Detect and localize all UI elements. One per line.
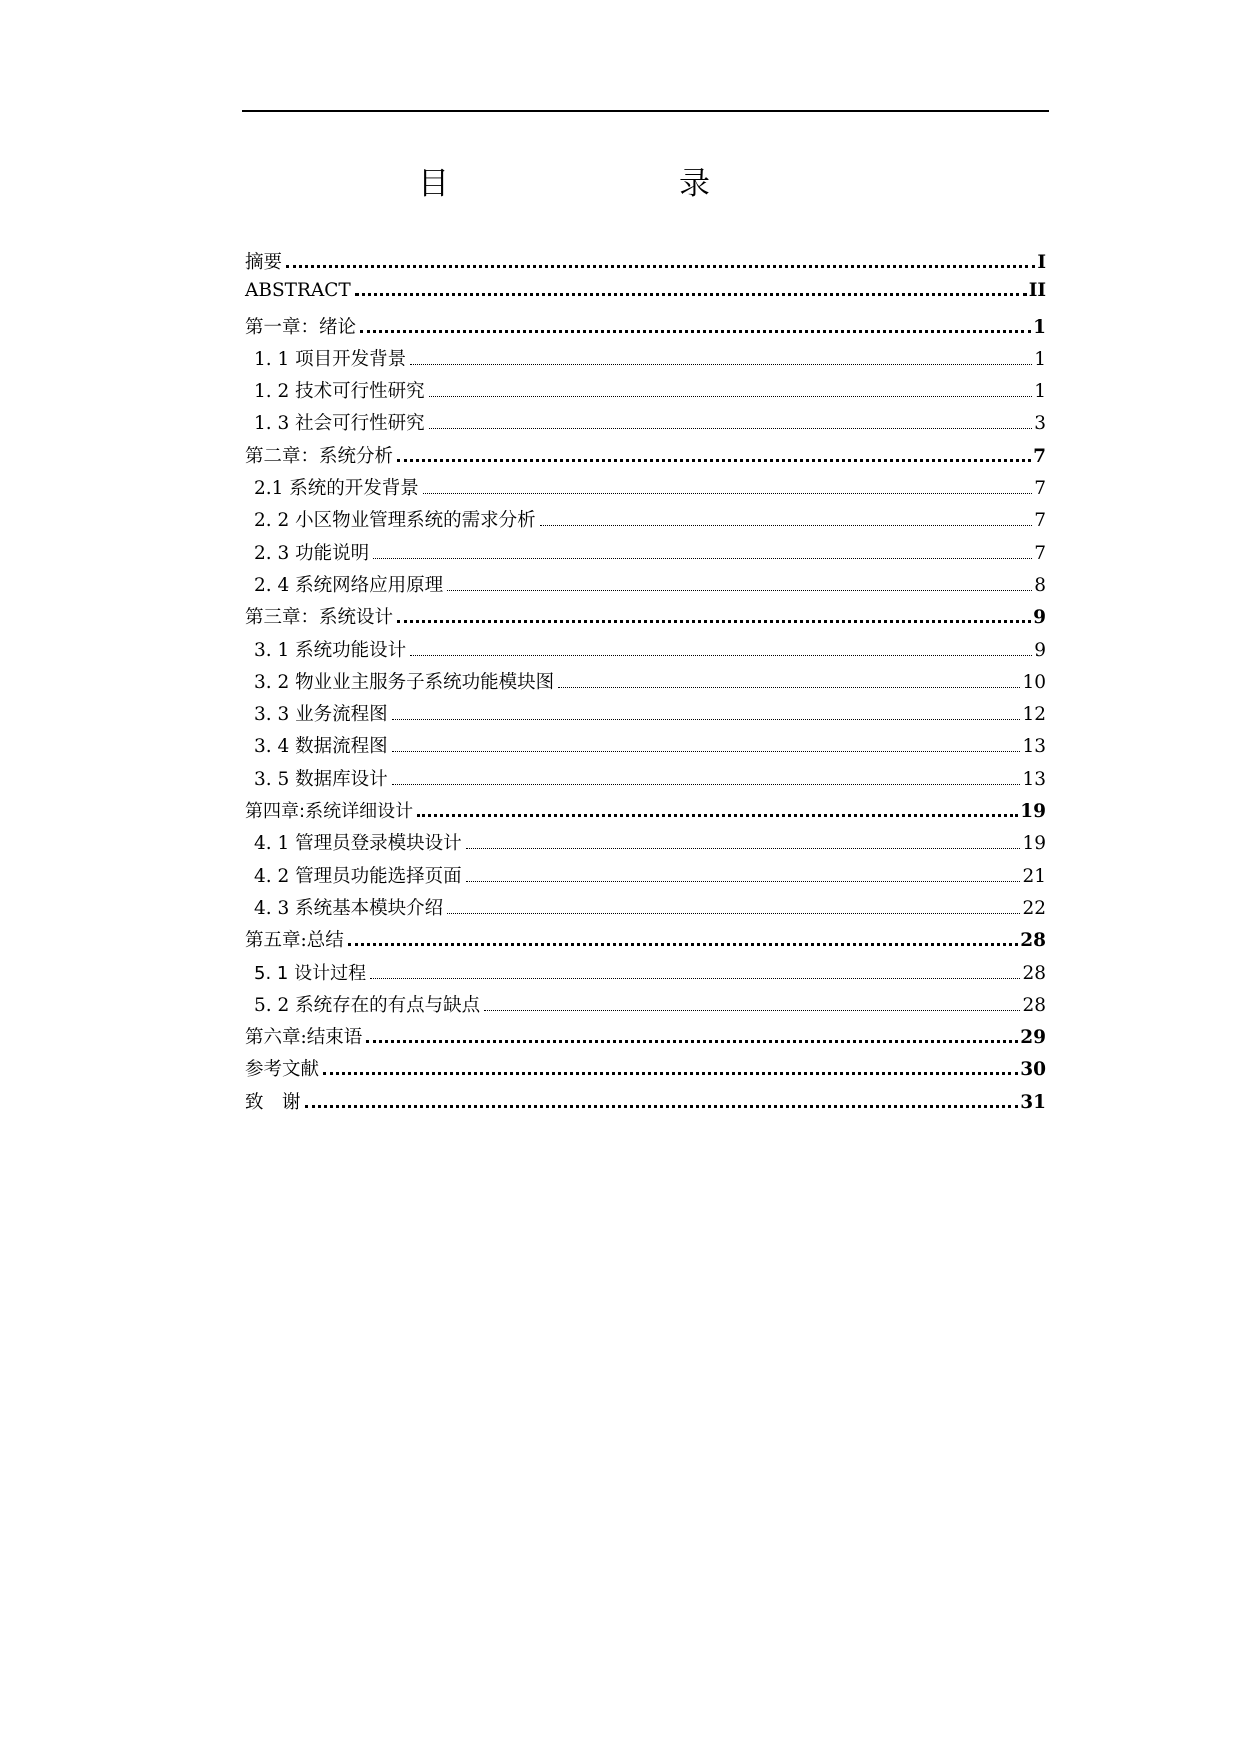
toc-entry-label: 3. 5 数据库设计 xyxy=(254,768,388,790)
toc-entry[interactable] xyxy=(245,474,1046,506)
toc-entry[interactable] xyxy=(245,506,1046,538)
toc-entry[interactable] xyxy=(245,1055,1046,1087)
toc-entry-page: 9 xyxy=(1034,639,1046,661)
toc-entry-page: 7 xyxy=(1034,510,1046,532)
toc-entry-page: 10 xyxy=(1022,671,1046,693)
toc-entry[interactable] xyxy=(245,603,1046,635)
dot-leader xyxy=(540,525,1033,526)
dot-leader xyxy=(392,784,1021,785)
toc-entry-label: 4. 3 系统基本模块介绍 xyxy=(254,897,444,919)
toc-entry[interactable] xyxy=(245,862,1046,894)
toc-entry-page: I xyxy=(1037,252,1046,273)
dot-leader xyxy=(366,1040,1018,1043)
toc-entry-label: 5. 2 系统存在的有点与缺点 xyxy=(254,994,481,1016)
toc-entry-page: 29 xyxy=(1020,1027,1046,1049)
toc-entry-page: 19 xyxy=(1020,801,1046,823)
toc-entry-label: 第四章:系统详细设计 xyxy=(245,801,414,823)
toc-entry-label: 第五章:总结 xyxy=(245,930,344,952)
toc-entry-label: 1. 2 技术可行性研究 xyxy=(254,381,425,403)
toc-entry[interactable] xyxy=(245,959,1046,991)
toc-entry-page: 7 xyxy=(1033,445,1046,467)
toc-entry-page: 3 xyxy=(1034,413,1046,435)
dot-leader xyxy=(447,590,1032,591)
dot-leader xyxy=(410,655,1032,656)
toc-entry-page: 8 xyxy=(1034,574,1046,596)
toc-entry-page: 22 xyxy=(1022,897,1046,919)
toc-entry[interactable] xyxy=(245,894,1046,926)
dot-leader xyxy=(429,428,1033,429)
toc-entry-page: 30 xyxy=(1020,1059,1046,1081)
toc-entry-page: II xyxy=(1028,280,1046,302)
toc-entry-label: 4. 2 管理员功能选择页面 xyxy=(254,865,462,887)
toc-entry[interactable] xyxy=(245,636,1046,668)
toc-entry-page: 19 xyxy=(1022,833,1046,855)
toc-entry-label: 第三章：系统设计 xyxy=(245,607,394,629)
toc-entry[interactable] xyxy=(245,1088,1046,1120)
dot-leader xyxy=(323,1072,1018,1075)
toc-entry-page: 7 xyxy=(1034,542,1046,564)
toc-entry-label: 3. 4 数据流程图 xyxy=(254,736,388,758)
toc-entry[interactable] xyxy=(245,991,1046,1023)
toc-entry[interactable] xyxy=(245,700,1046,732)
toc-entry-label: 第二章：系统分析 xyxy=(245,445,394,467)
dot-leader xyxy=(484,1010,1020,1011)
toc-entry[interactable] xyxy=(245,1023,1046,1055)
dot-leader xyxy=(447,913,1020,914)
toc-entry-page: 31 xyxy=(1020,1091,1046,1113)
dot-leader xyxy=(305,1105,1019,1108)
dot-leader xyxy=(370,978,1020,979)
table-of-contents xyxy=(245,248,1046,1120)
toc-entry-label: 2. 2 小区物业管理系统的需求分析 xyxy=(254,510,536,532)
toc-entry-label: ABSTRACT xyxy=(245,280,351,302)
dot-leader xyxy=(429,396,1033,397)
toc-entry-page: 28 xyxy=(1022,962,1046,984)
toc-entry-label: 3. 1 系统功能设计 xyxy=(254,639,407,661)
toc-entry-page: 12 xyxy=(1022,704,1046,726)
toc-entry[interactable] xyxy=(245,313,1046,345)
dot-leader xyxy=(423,493,1032,494)
dot-leader xyxy=(348,943,1019,946)
toc-entry-page: 1 xyxy=(1033,316,1046,338)
toc-entry[interactable] xyxy=(245,539,1046,571)
dot-leader xyxy=(392,719,1021,720)
toc-entry[interactable] xyxy=(245,668,1046,700)
toc-entry-page: 9 xyxy=(1033,607,1046,629)
toc-entry[interactable] xyxy=(245,732,1046,764)
dot-leader xyxy=(397,620,1031,623)
toc-entry-label: 第一章：绪论 xyxy=(245,316,357,338)
header-rule xyxy=(242,110,1049,112)
dot-leader xyxy=(417,814,1018,817)
toc-entry-label: 3. 3 业务流程图 xyxy=(254,704,388,726)
dot-leader xyxy=(286,265,1035,268)
toc-entry[interactable] xyxy=(245,345,1046,377)
toc-entry-page: 21 xyxy=(1022,865,1046,887)
dot-leader xyxy=(466,848,1021,849)
toc-entry-label: 1. 1 项目开发背景 xyxy=(254,348,407,370)
toc-entry-page: 13 xyxy=(1022,736,1046,758)
toc-entry-label: 摘要 xyxy=(245,252,283,273)
dot-leader xyxy=(466,881,1021,882)
toc-entry[interactable] xyxy=(245,797,1046,829)
toc-entry-label: 1. 3 社会可行性研究 xyxy=(254,413,425,435)
dot-leader xyxy=(373,558,1032,559)
dot-leader xyxy=(392,751,1021,752)
toc-entry-label: 3. 2 物业业主服务子系统功能模块图 xyxy=(254,671,555,693)
dot-leader xyxy=(410,364,1032,365)
dot-leader xyxy=(558,687,1020,688)
toc-entry-label: 第六章:结束语 xyxy=(245,1027,363,1049)
toc-entry-label: 4. 1 管理员登录模块设计 xyxy=(254,833,462,855)
toc-entry-page: 1 xyxy=(1034,381,1046,403)
toc-entry-label: 2.1 系统的开发背景 xyxy=(254,478,419,500)
toc-entry-page: 7 xyxy=(1034,478,1046,500)
dot-leader xyxy=(355,293,1027,296)
toc-entry-label: 参考文献 xyxy=(245,1059,320,1081)
toc-entry[interactable] xyxy=(245,280,1046,312)
dot-leader xyxy=(397,459,1031,462)
toc-entry[interactable] xyxy=(245,248,1046,280)
toc-entry[interactable] xyxy=(245,829,1046,861)
dot-leader xyxy=(360,330,1031,333)
toc-entry-label: 5. 1 设计过程 xyxy=(254,962,367,984)
toc-entry[interactable] xyxy=(245,377,1046,409)
toc-entry-label: 2. 4 系统网络应用原理 xyxy=(254,574,444,596)
toc-entry-label: 2. 3 功能说明 xyxy=(254,542,370,564)
toc-entry[interactable] xyxy=(245,442,1046,474)
toc-entry-label: 致 谢 xyxy=(245,1091,301,1113)
toc-entry-page: 28 xyxy=(1022,994,1046,1016)
toc-entry[interactable] xyxy=(245,571,1046,603)
toc-entry-page: 28 xyxy=(1020,930,1046,952)
toc-entry[interactable] xyxy=(245,765,1046,797)
toc-entry[interactable] xyxy=(245,409,1046,441)
toc-entry-page: 1 xyxy=(1034,348,1046,370)
toc-entry[interactable] xyxy=(245,926,1046,958)
page-title: 目 录 xyxy=(418,166,766,202)
toc-entry-page: 13 xyxy=(1022,768,1046,790)
